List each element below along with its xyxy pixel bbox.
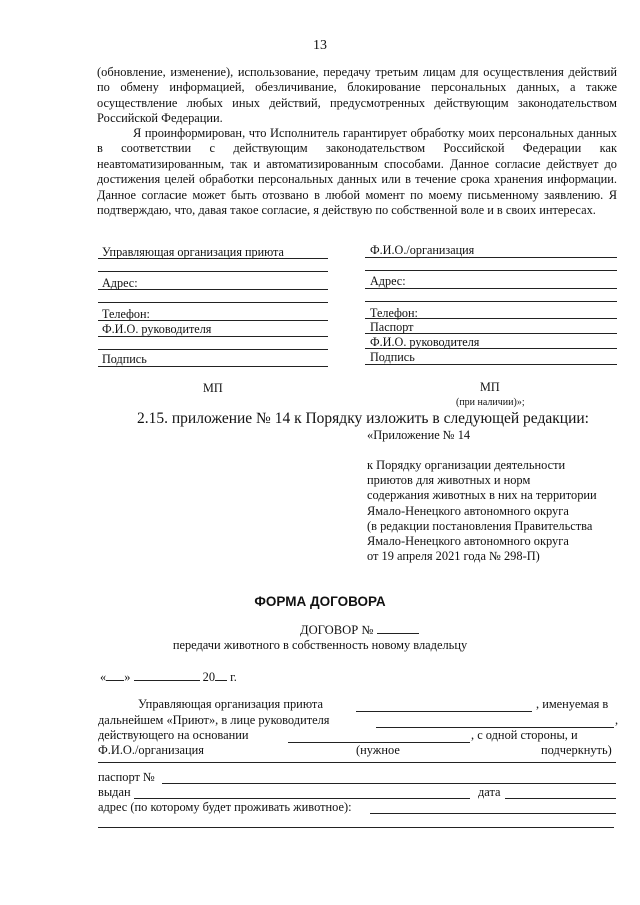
- address-blank: [370, 813, 616, 814]
- right-sign-line: [365, 364, 617, 365]
- passport-blank: [162, 783, 616, 784]
- right-stamp: МП: [480, 380, 500, 394]
- left-address-label: Адрес:: [102, 276, 138, 290]
- right-phone-line: [365, 318, 617, 319]
- left-stamp: МП: [203, 381, 223, 395]
- left-address-line: [98, 289, 328, 290]
- form-line1-a: Управляющая организация приюта: [138, 697, 323, 711]
- appendix-line: от 19 апреля 2021 года № 298-П): [367, 549, 540, 564]
- right-address-label: Адрес:: [370, 274, 406, 288]
- contract-label: ДОГОВОР №: [300, 623, 374, 637]
- left-org-line-2: [98, 271, 328, 272]
- left-head-line-2: [98, 349, 328, 350]
- form-line4-b: (нужное: [356, 743, 400, 757]
- date-quote-open: «: [100, 670, 107, 684]
- form-line2-b: ,: [615, 713, 619, 727]
- date-blank: [505, 798, 616, 799]
- left-phone-line: [98, 320, 328, 321]
- issued-label: выдан: [98, 785, 131, 799]
- appendix-line: Ямало-Ненецкого автономного округа: [367, 534, 569, 549]
- right-head-label: Ф.И.О. руководителя: [370, 335, 480, 349]
- right-sign-label: Подпись: [370, 350, 415, 364]
- right-address-line-2: [365, 301, 617, 302]
- right-name-label: Ф.И.О./организация: [370, 243, 475, 257]
- left-org-label: Управляющая организация приюта: [102, 245, 284, 259]
- contract-subtitle: передачи животного в собственность новому владельцу: [172, 638, 468, 652]
- left-sign-line: [98, 366, 328, 367]
- left-head-label: Ф.И.О. руководителя: [102, 322, 212, 336]
- appendix-line: к Порядку организации деятельности: [367, 458, 566, 472]
- form-line4-c: подчеркнуть): [541, 743, 612, 757]
- right-passport-label: Паспорт: [370, 320, 414, 334]
- right-stamp-note: (при наличии)»;: [456, 397, 525, 408]
- left-phone-label: Телефон:: [102, 307, 150, 321]
- right-name-line: [365, 257, 617, 258]
- issued-blank: [134, 798, 470, 799]
- passport-label: паспорт №: [98, 770, 155, 784]
- appendix-label: «Приложение № 14: [367, 428, 471, 442]
- appendix-text: [367, 458, 617, 564]
- consent-paragraph-1: (обновление, изменение), использование, передачу третьим лицам для осуществления действий по обмену информацией, обезличивание, блокирование персональных данных, а также осуществление любых иных действий, предусмотренных действующим законодательством Российской Федерации.: [97, 65, 617, 126]
- address-blank-2: [98, 827, 614, 828]
- org-blank: [356, 711, 532, 712]
- right-head-line: [365, 348, 617, 349]
- form-line4-a: Ф.И.О./организация: [98, 743, 205, 757]
- date-suffix: г.: [230, 670, 237, 684]
- contract-date: [100, 669, 237, 685]
- form-line2-a: дальнейшем «Приют», в лице руководителя: [98, 713, 330, 727]
- appendix-line: (в редакции постановления Правительства: [367, 518, 593, 533]
- appendix-line: содержания животных в них на территории: [367, 488, 597, 503]
- left-sign-label: Подпись: [102, 352, 147, 366]
- contract-number-blank: [377, 622, 419, 634]
- form-line3-b: , с одной стороны, и: [471, 728, 578, 742]
- appendix-line: Ямало-Ненецкого автономного округа: [367, 503, 569, 518]
- day-blank: [106, 669, 124, 681]
- amendment-heading: 2.15. приложение № 14 к Порядку изложить в следующей редакции:: [137, 410, 589, 427]
- date-year: 20: [202, 670, 216, 684]
- left-address-line-2: [98, 302, 328, 303]
- right-name-line-2: [365, 270, 617, 271]
- right-passport-line: [365, 333, 617, 334]
- left-org-line: [98, 258, 328, 259]
- month-blank: [134, 669, 200, 681]
- address-label: адрес (по которому будет проживать животное):: [98, 800, 352, 814]
- left-head-line: [98, 336, 328, 337]
- form-line1-b: , именуемая в: [536, 697, 609, 711]
- contract-number: [300, 622, 419, 638]
- right-phone-label: Телефон:: [370, 306, 418, 320]
- form-line3-a: действующего на основании: [98, 728, 249, 742]
- appendix-line: приютов для животных и норм: [367, 473, 531, 488]
- consent-paragraph-2: Я проинформирован, что Исполнитель гарантирует обработку моих персональных данных в соответствии с действующим законодательством Российской Федерации как неавтоматизированным, так и автоматизированным способами. Данное согласие действует до достижения целей обработки персональных данных или в течение срока хранения информации. Данное согласие может быть отозвано в любой момент по моему письменному заявлению. Я подтверждаю, что, давая такое согласие, я действую по собственной воле и в своих интересах.: [97, 126, 617, 218]
- right-address-line: [365, 288, 617, 289]
- name-blank: [98, 762, 616, 763]
- page-number: 13: [313, 38, 327, 53]
- date-label: дата: [478, 785, 501, 799]
- year-blank: [215, 669, 227, 681]
- form-title: ФОРМА ДОГОВОРА: [254, 594, 386, 609]
- date-quote-close: »: [124, 670, 131, 684]
